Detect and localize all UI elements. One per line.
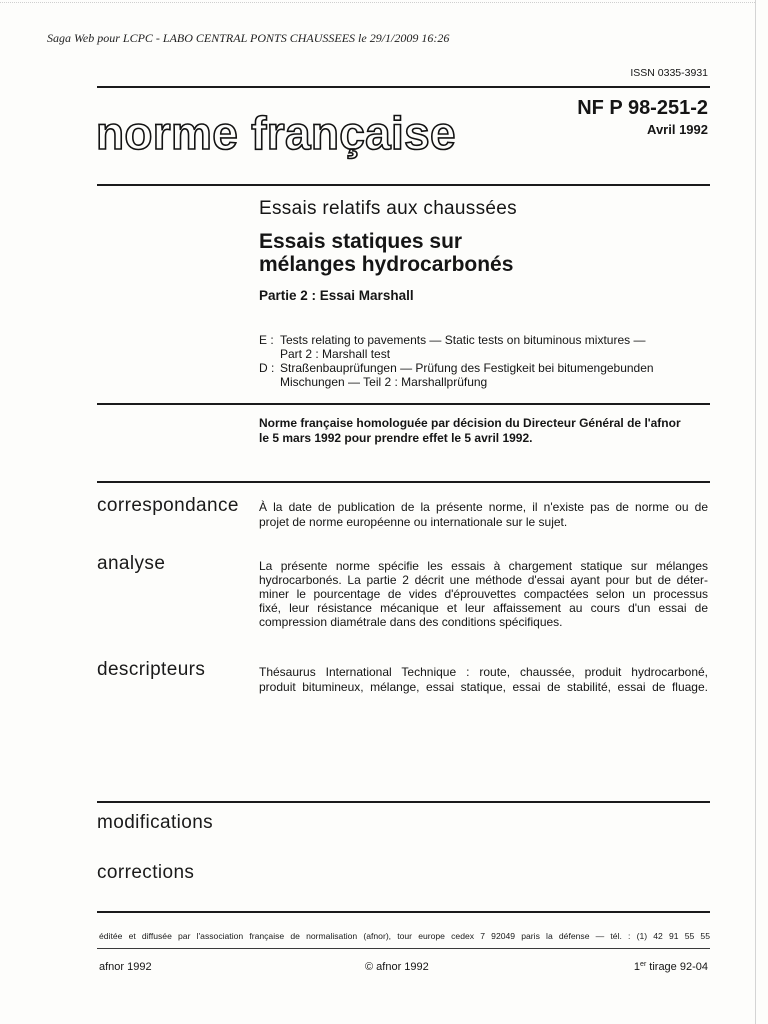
standard-date: Avril 1992	[647, 122, 708, 137]
text-line: hydrocarbonés. La partie 2 décrit une méthode d'essai ayant pour but de déter-	[259, 573, 708, 587]
horizontal-rule	[97, 184, 710, 186]
translation-line: Straßenbauprüfungen — Prüfung des Festigkeit bei bitumengebunden	[280, 361, 654, 375]
text-line: produit bitumineux, mélange, essai statique, essai de stabilité, essai de fluage.	[259, 680, 708, 694]
homologation-line: le 5 mars 1992 pour prendre effet le 5 avril 1992.	[259, 431, 533, 445]
section-text-descripteurs	[259, 665, 708, 695]
document-title-line: Essais statiques sur	[259, 230, 463, 253]
horizontal-rule	[97, 801, 710, 803]
text-line: À la date de publication de la présente norme, il n'existe pas de norme ou de	[259, 500, 708, 514]
footer-copyright: © afnor 1992	[365, 961, 429, 973]
page-right-edge	[755, 0, 756, 1024]
text-line: compression diamétrale dans des conditions spécifiques.	[259, 615, 563, 629]
section-text-correspondance	[259, 500, 708, 530]
text-line: miner le pourcentage de vides d'éprouvettes compactées selon un processus	[259, 587, 708, 601]
language-code: D :	[259, 361, 275, 375]
standard-number: NF P 98-251-2	[577, 97, 708, 119]
issn-number: ISSN 0335-3931	[630, 67, 708, 79]
document-title-line: mélanges hydrocarbonés	[259, 253, 514, 276]
horizontal-rule	[97, 911, 710, 913]
homologation-notice	[259, 416, 681, 446]
publisher-line: éditée et diffusée par l'association française de normalisation (afnor), tour europe cedex 7 92049 paris la défense — tél. : (1) 42 91 55 55	[99, 931, 710, 941]
printing-info	[634, 961, 708, 974]
printing-text: tirage 92-04	[649, 961, 708, 973]
section-label-analyse: analyse	[97, 553, 166, 574]
printing-suffix: er	[640, 961, 647, 968]
text-line: fixé, leur résistance mécanique et leur affaissement au cours d'un essai de	[259, 601, 708, 615]
language-code: E :	[259, 333, 274, 347]
translation-english	[259, 333, 645, 361]
section-label-correspondance: correspondance	[97, 495, 239, 516]
title-series: Essais relatifs aux chaussées	[259, 198, 517, 219]
homologation-line: Norme française homologuée par décision du Directeur Général de l'afnor	[259, 416, 681, 430]
translation-german	[259, 361, 654, 389]
horizontal-rule	[97, 403, 710, 405]
translation-line: Part 2 : Marshall test	[280, 347, 391, 361]
horizontal-rule	[97, 948, 710, 949]
translation-lines	[280, 361, 654, 389]
text-line: La présente norme spécifie les essais à chargement statique sur mélanges	[259, 559, 708, 573]
document-part: Partie 2 : Essai Marshall	[259, 288, 414, 303]
scan-header: Saga Web pour LCPC - LABO CENTRAL PONTS CHAUSSEES le 29/1/2009 16:26	[47, 31, 450, 45]
footer-left: afnor 1992	[99, 961, 152, 973]
translation-lines	[280, 333, 645, 361]
text-line: projet de norme européenne ou internationale sur le sujet.	[259, 515, 568, 529]
horizontal-rule	[97, 86, 710, 88]
text-line: Thésaurus International Technique : route, chaussée, produit hydrocarboné,	[259, 665, 708, 679]
section-label-corrections: corrections	[97, 862, 195, 883]
printing-number: 1	[633, 961, 641, 973]
horizontal-rule	[97, 481, 710, 483]
norme-francaise-banner: norme française	[96, 107, 456, 159]
section-label-descripteurs: descripteurs	[97, 659, 206, 680]
translation-line: Tests relating to pavements — Static tests on bituminous mixtures —	[280, 333, 646, 347]
page-top-edge	[0, 2, 755, 3]
translation-line: Mischungen — Teil 2 : Marshallprüfung	[280, 375, 488, 389]
section-text-analyse	[259, 559, 708, 629]
section-label-modifications: modifications	[97, 812, 214, 833]
